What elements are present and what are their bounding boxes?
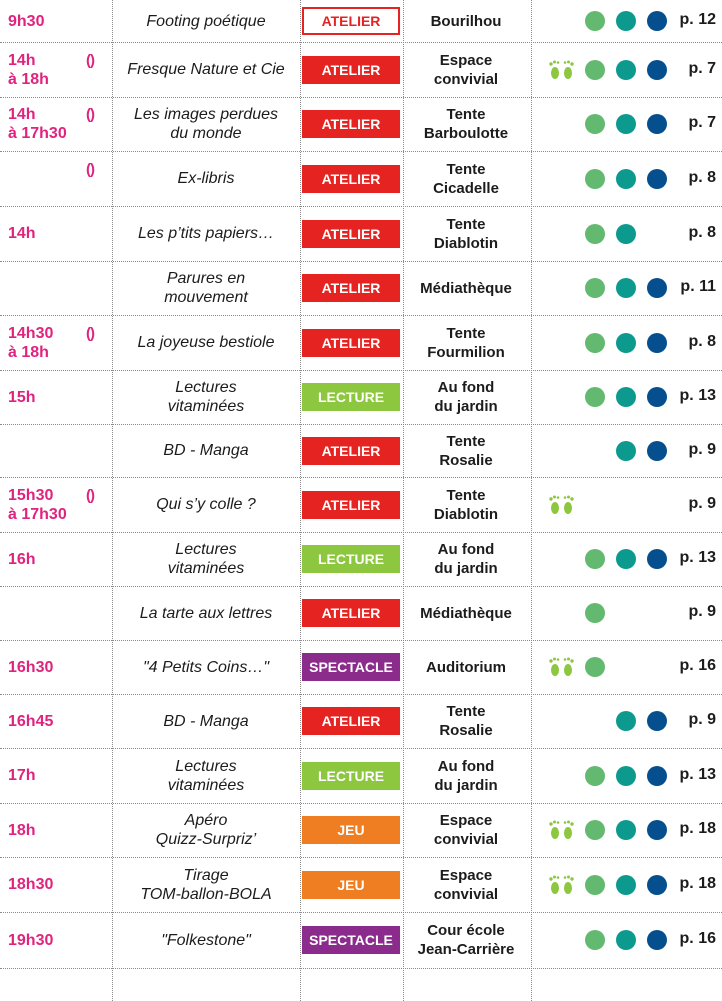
age-dot-teal [616, 549, 636, 569]
age-dot-teal [616, 387, 636, 407]
schedule-row [0, 640, 722, 694]
baby-feet-icon [548, 874, 576, 896]
schedule-row [0, 42, 722, 97]
venue-label: Tente Diablotin [433, 215, 499, 252]
baby-feet-icon [548, 494, 576, 516]
age-dot-teal [616, 820, 636, 840]
activity-title: La joyeuse bestiole [137, 334, 275, 351]
baby-feet-icon [548, 656, 576, 678]
venue-label: Tente Rosalie [439, 432, 493, 469]
activity-title: Parures en mouvement [164, 270, 248, 306]
venue-label: Espace convivial [433, 51, 499, 88]
venue-label: Au fond du jardin [434, 541, 498, 577]
venue-label: Tente Diablotin [433, 486, 499, 523]
age-dot-lg [585, 278, 605, 298]
venue-label: Médiathèque [420, 604, 512, 622]
time-label: 18h [8, 821, 36, 839]
time-label: 16h30 [8, 658, 54, 676]
age-dot-teal [616, 766, 636, 786]
page-reference: p. 16 [679, 930, 716, 947]
venue-label: Au fond du jardin [434, 379, 498, 415]
age-dot-blue [647, 387, 667, 407]
page-reference: p. 18 [679, 820, 716, 837]
schedule-row [0, 912, 722, 968]
page-reference: p. 9 [688, 711, 716, 728]
age-dot-teal [616, 711, 636, 731]
age-dot-lg [585, 333, 605, 353]
page-reference: p. 12 [679, 11, 716, 28]
time-label: 14h30 à 18h [8, 324, 54, 361]
time-label: 16h [8, 550, 36, 568]
schedule-row [0, 477, 722, 532]
age-dot-teal [616, 441, 636, 461]
age-dot-blue [647, 114, 667, 134]
activity-title: Ex-libris [177, 170, 235, 187]
page-reference: p. 13 [679, 387, 716, 404]
activity-title: BD - Manga [163, 442, 249, 459]
activity-title: Lectures vitaminées [167, 379, 245, 415]
age-dot-blue [647, 60, 667, 80]
venue-label: Tente Fourmilion [427, 324, 505, 361]
page-reference: p. 7 [688, 114, 716, 131]
age-dot-lg [585, 169, 605, 189]
activity-title: La tarte aux lettres [139, 604, 273, 622]
age-dot-teal [616, 930, 636, 950]
activity-title: Fresque Nature et Cie [127, 61, 285, 78]
category-badge: ATELIER [302, 329, 400, 357]
age-dot-lg [585, 930, 605, 950]
age-dot-lg [585, 224, 605, 244]
age-dot-lg [585, 549, 605, 569]
schedule-row [0, 586, 722, 640]
category-badge: SPECTACLE [302, 653, 400, 681]
venue-label: Auditorium [426, 658, 506, 676]
category-badge: ATELIER [302, 274, 400, 302]
age-dot-blue [647, 766, 667, 786]
age-dot-lg [585, 387, 605, 407]
category-badge: ATELIER [302, 437, 400, 465]
category-badge: ATELIER [302, 707, 400, 735]
activity-title: Les p’tits papiers… [137, 225, 275, 242]
page-reference: p. 9 [688, 494, 716, 512]
age-dot-blue [647, 278, 667, 298]
page-reference: p. 9 [688, 603, 716, 620]
age-dot-teal [616, 278, 636, 298]
category-badge: JEU [302, 816, 400, 844]
activity-title: "Folkestone" [161, 931, 251, 949]
age-dot-lg [585, 657, 605, 677]
category-badge: ATELIER [302, 491, 400, 519]
age-dot-teal [616, 333, 636, 353]
schedule-row [0, 857, 722, 912]
age-dot-lg [585, 766, 605, 786]
activity-title: Footing poétique [146, 12, 266, 30]
activity-title: Qui s’y colle ? [156, 496, 256, 513]
venue-label: Tente Barboulotte [423, 106, 509, 142]
activity-title: Les images perdues du monde [133, 106, 279, 142]
duration-icon: () [86, 106, 94, 123]
venue-label: Espace convivial [433, 866, 499, 903]
age-dot-teal [616, 114, 636, 134]
baby-feet-icon [548, 819, 576, 841]
activity-title: Lectures vitaminées [167, 541, 245, 577]
page-reference: p. 11 [680, 278, 716, 295]
venue-label: Cour école Jean-Carrière [417, 922, 515, 958]
duration-icon: () [86, 486, 94, 504]
page-reference: p. 18 [679, 874, 716, 892]
schedule-row [0, 261, 722, 315]
page-reference: p. 7 [688, 59, 716, 77]
age-dot-blue [647, 930, 667, 950]
page-reference: p. 13 [679, 549, 716, 566]
time-label: 17h [8, 767, 36, 784]
schedule-row [0, 803, 722, 857]
category-badge: JEU [302, 871, 400, 899]
time-label: 15h30 à 17h30 [8, 486, 67, 523]
age-dot-blue [647, 333, 667, 353]
venue-label: Tente Cicadelle [433, 160, 499, 197]
category-badge: LECTURE [302, 762, 400, 790]
venue-label: Tente Rosalie [439, 703, 493, 739]
age-dot-blue [647, 875, 667, 895]
time-label: 14h à 17h30 [8, 106, 67, 142]
schedule-row [0, 370, 722, 424]
venue-label: Médiathèque [420, 279, 512, 297]
page-reference: p. 13 [679, 765, 716, 783]
age-dot-teal [616, 224, 636, 244]
age-dot-lg [585, 875, 605, 895]
schedule-row [0, 532, 722, 586]
category-badge: SPECTACLE [302, 926, 400, 954]
time-label: 18h30 [8, 876, 54, 893]
time-label: 19h30 [8, 931, 54, 949]
activity-title: "4 Petits Coins…" [142, 658, 270, 676]
schedule-row [0, 0, 722, 42]
duration-icon: () [86, 51, 94, 69]
schedule-row [0, 694, 722, 748]
age-dot-teal [616, 875, 636, 895]
row-divider [0, 968, 722, 969]
age-dot-lg [585, 820, 605, 840]
activity-title: Tirage TOM-ballon-BOLA [140, 866, 272, 903]
category-badge: ATELIER [302, 220, 400, 248]
activity-title: BD - Manga [163, 712, 249, 730]
activity-title: Apéro Quizz-Surpriz’ [155, 812, 257, 848]
schedule-row [0, 748, 722, 803]
time-label: 14h [8, 225, 36, 242]
schedule-row [0, 424, 722, 477]
age-dot-blue [647, 169, 667, 189]
age-dot-lg [585, 603, 605, 623]
age-dot-lg [585, 60, 605, 80]
page-reference: p. 8 [688, 332, 716, 350]
category-badge: LECTURE [302, 383, 400, 411]
activity-title: Lectures vitaminées [167, 757, 245, 794]
schedule-row [0, 315, 722, 370]
age-dot-blue [647, 820, 667, 840]
age-dot-blue [647, 711, 667, 731]
page-reference: p. 16 [679, 657, 716, 674]
schedule-row [0, 151, 722, 206]
category-badge: ATELIER [302, 7, 400, 35]
baby-feet-icon [548, 59, 576, 81]
venue-label: Espace convivial [433, 812, 499, 848]
page-reference: p. 8 [688, 168, 716, 186]
time-label: 9h30 [8, 12, 45, 30]
age-dot-teal [616, 11, 636, 31]
age-dot-blue [647, 549, 667, 569]
schedule-row [0, 206, 722, 261]
time-label: 14h à 18h [8, 51, 49, 88]
category-badge: ATELIER [302, 165, 400, 193]
age-dot-blue [647, 441, 667, 461]
category-badge: ATELIER [302, 56, 400, 84]
time-label: 16h45 [8, 712, 54, 730]
time-label: 15h [8, 388, 36, 406]
venue-label: Bourilhou [430, 12, 502, 30]
age-dot-lg [585, 11, 605, 31]
duration-icon: () [86, 160, 94, 178]
age-dot-blue [647, 11, 667, 31]
age-dot-teal [616, 169, 636, 189]
category-badge: ATELIER [302, 110, 400, 138]
duration-icon: () [86, 324, 94, 342]
venue-label: Au fond du jardin [434, 757, 498, 794]
age-dot-teal [616, 60, 636, 80]
age-dot-lg [585, 114, 605, 134]
schedule-row [0, 97, 722, 151]
category-badge: ATELIER [302, 599, 400, 627]
page-reference: p. 8 [688, 223, 716, 241]
page-reference: p. 9 [688, 440, 716, 458]
category-badge: LECTURE [302, 545, 400, 573]
